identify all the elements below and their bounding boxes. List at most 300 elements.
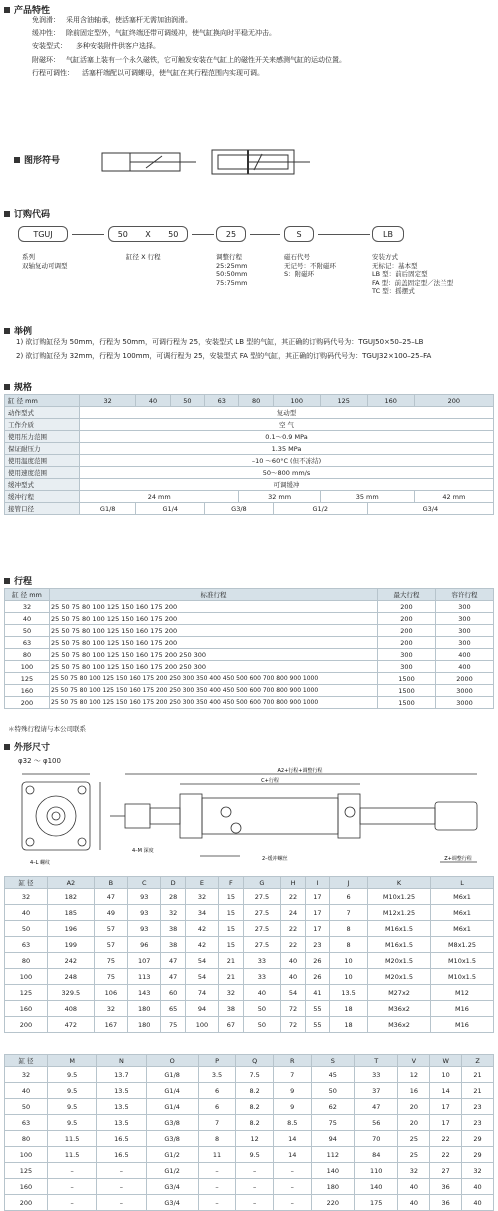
- table-row: [5, 1083, 494, 1099]
- table-cell: 9.5: [236, 1147, 274, 1163]
- table-cell: 54: [281, 985, 305, 1001]
- table-cell: 40: [398, 1179, 430, 1195]
- table-cell: 10: [330, 969, 368, 985]
- feature-row: 免润滑： 采用含油轴承，使活塞杆无需加油润滑。: [32, 16, 192, 24]
- table-cell: 41: [305, 985, 329, 1001]
- table-cell: 15: [219, 937, 243, 953]
- table-cell: 200: [5, 1195, 48, 1211]
- table-cell: 47: [94, 889, 127, 905]
- table-cell: 80: [5, 953, 48, 969]
- table-row: 使用温度范围 –10 ～60°C (但不冻结): [5, 455, 494, 467]
- table-cell: –: [48, 1163, 97, 1179]
- table-cell: M20x1.5: [368, 953, 431, 969]
- svg-text:4–L 螺纹: 4–L 螺纹: [30, 860, 51, 866]
- table-cell: 27.5: [243, 889, 281, 905]
- table-cell: 70: [355, 1131, 398, 1147]
- table-cell: 50: [5, 921, 48, 937]
- table-row: 缸 径 M N O P Q R S T V W Z: [5, 1055, 494, 1067]
- table-row: 缸 径 mm 32 40 50 63 80 100 125 160 200: [5, 395, 494, 407]
- table-cell: 47: [161, 969, 185, 985]
- table-cell: 40: [281, 969, 305, 985]
- table-cell: 8: [330, 921, 368, 937]
- table-cell: 47: [161, 953, 185, 969]
- table-cell: G1/4: [146, 1083, 198, 1099]
- table-cell: 40: [5, 905, 48, 921]
- table-cell: 7: [273, 1067, 311, 1083]
- spec-title: 规格: [4, 380, 32, 393]
- table-cell: 60: [161, 985, 185, 1001]
- table-cell: 40: [243, 985, 281, 1001]
- table-cell: 38: [161, 921, 185, 937]
- table-row: [5, 953, 494, 969]
- table-row: 缓冲行程 24 mm 32 mm 35 mm 42 mm: [5, 491, 494, 503]
- bullet-icon: [4, 744, 10, 750]
- table-cell: 242: [48, 953, 95, 969]
- stroke-note: ＊特殊行程请与本公司联系: [8, 725, 86, 733]
- stroke-title: 行程: [4, 574, 32, 587]
- magnet-note: 磁石代号 无记号：不附磁环 S：附磁环: [284, 253, 336, 278]
- table-cell: –: [198, 1179, 236, 1195]
- pneumatic-symbol-icon: [100, 146, 350, 180]
- table-cell: –: [273, 1163, 311, 1179]
- table-cell: 16: [398, 1083, 430, 1099]
- feature-row: 安装型式： 多种安装附件供客户选择。: [32, 42, 160, 51]
- table-cell: 9.5: [48, 1115, 97, 1131]
- table-cell: 32: [462, 1163, 494, 1179]
- table-cell: 11.5: [48, 1147, 97, 1163]
- table-row: [5, 921, 494, 937]
- table-cell: 17: [305, 921, 329, 937]
- table-cell: 22: [281, 937, 305, 953]
- table-cell: 9: [273, 1083, 311, 1099]
- feature-row: 缓冲性： 除前固定型外，气缸终端还带可调缓冲，使气缸换向时平稳无冲击。: [32, 29, 276, 38]
- table-cell: –: [48, 1179, 97, 1195]
- table-cell: 472: [48, 1017, 95, 1033]
- bullet-icon: [4, 211, 10, 217]
- table-cell: 220: [311, 1195, 354, 1211]
- svg-text:A2+行程+调整行程: A2+行程+调整行程: [277, 768, 323, 774]
- table-row: 32 25 50 75 80 100 125 150 160 175 200 200 300: [5, 601, 494, 613]
- table-row: [5, 1163, 494, 1179]
- table-cell: G1/2: [146, 1147, 198, 1163]
- table-cell: 40: [281, 953, 305, 969]
- table-cell: M16x1.5: [368, 921, 431, 937]
- table-cell: –: [273, 1179, 311, 1195]
- feature-row: 行程可调性： 活塞杆端配以可调螺母，使气缸在其行程范围内实现可调。: [32, 68, 264, 77]
- table-cell: 12: [236, 1131, 274, 1147]
- svg-text:2–缓冲螺丝: 2–缓冲螺丝: [262, 856, 288, 862]
- svg-text:4–M 深度: 4–M 深度: [132, 848, 154, 854]
- table-cell: 93: [128, 921, 161, 937]
- table-row: 接管口径 G1/8 G1/4 G3/8 G1/2 G3/4: [5, 503, 494, 515]
- table-cell: 34: [185, 905, 218, 921]
- table-cell: 125: [5, 985, 48, 1001]
- table-cell: 13.5: [97, 1099, 146, 1115]
- table-row: [5, 1131, 494, 1147]
- table-cell: 84: [355, 1147, 398, 1163]
- table-cell: 18: [330, 1001, 368, 1017]
- spec-table: [4, 394, 494, 515]
- table-cell: 15: [219, 921, 243, 937]
- table-cell: 42: [185, 937, 218, 953]
- table-cell: 75: [94, 953, 127, 969]
- table-cell: 32: [219, 985, 243, 1001]
- table-row: 200 25 50 75 80 100 125 150 160 175 200 250 300 350 400 450 500 600 700 800 900 1000 1500 3000: [5, 697, 494, 709]
- code-series-box: TGUJ: [18, 226, 68, 242]
- table-row: 动作型式 复动型: [5, 407, 494, 419]
- table-cell: 160: [5, 1179, 48, 1195]
- table-cell: –: [273, 1195, 311, 1211]
- table-cell: 38: [219, 1001, 243, 1017]
- table-cell: 50: [311, 1083, 354, 1099]
- table-cell: 93: [128, 905, 161, 921]
- table-cell: 107: [128, 953, 161, 969]
- table-row: [5, 1099, 494, 1115]
- table-cell: 100: [5, 1147, 48, 1163]
- bullet-icon: [14, 157, 20, 163]
- table-cell: 100: [185, 1017, 218, 1033]
- table-cell: –: [236, 1195, 274, 1211]
- table-cell: M12x1.25: [368, 905, 431, 921]
- table-cell: 94: [311, 1131, 354, 1147]
- table-cell: 14: [273, 1131, 311, 1147]
- table-cell: 11: [198, 1147, 236, 1163]
- separator: [318, 234, 370, 235]
- table-cell: 7.5: [236, 1067, 274, 1083]
- table-cell: 50: [5, 1099, 48, 1115]
- table-cell: 27.5: [243, 905, 281, 921]
- table-cell: 15: [219, 905, 243, 921]
- table-cell: –: [236, 1163, 274, 1179]
- table-cell: 167: [94, 1017, 127, 1033]
- table-cell: 27.5: [243, 921, 281, 937]
- table-cell: 45: [311, 1067, 354, 1083]
- table-cell: 32: [5, 889, 48, 905]
- table-row: 使用速度范围 50～800 mm/s: [5, 467, 494, 479]
- table-row: [5, 1001, 494, 1017]
- table-cell: 112: [311, 1147, 354, 1163]
- table-cell: 408: [48, 1001, 95, 1017]
- table-cell: 13.5: [97, 1083, 146, 1099]
- code-magnet-box: S: [284, 226, 314, 242]
- table-row: [5, 1195, 494, 1211]
- table-cell: 40: [398, 1195, 430, 1211]
- table-cell: 32: [185, 889, 218, 905]
- table-cell: 57: [94, 921, 127, 937]
- table-cell: M16: [431, 1001, 494, 1017]
- table-cell: 20: [398, 1099, 430, 1115]
- table-cell: 9.5: [48, 1067, 97, 1083]
- table-cell: 8: [330, 937, 368, 953]
- table-cell: 110: [355, 1163, 398, 1179]
- table-cell: 23: [462, 1099, 494, 1115]
- table-row: 125 25 50 75 80 100 125 150 160 175 200 250 300 350 400 450 500 600 700 800 900 1000 1500 2000: [5, 673, 494, 685]
- table-cell: 29: [462, 1131, 494, 1147]
- table-cell: 125: [5, 1163, 48, 1179]
- table-cell: 17: [305, 905, 329, 921]
- example-line-2: 2) 欲订购缸径为 32mm，行程为 100mm，可调行程为 25，安装型式 FA 型的气缸，其正确的订购码代号为：TGUJ32×100–25–FA: [16, 352, 432, 360]
- table-row: 缸 径 mm 标准行程 最大行程 容许行程: [5, 589, 494, 601]
- table-cell: 55: [305, 1001, 329, 1017]
- table-cell: 94: [185, 1001, 218, 1017]
- table-row: [5, 1017, 494, 1033]
- features-list: [32, 14, 492, 80]
- table-cell: 106: [94, 985, 127, 1001]
- table-row: 缸 径 A2 B C D E F G H I J K L: [5, 877, 494, 889]
- table-row: [5, 985, 494, 1001]
- table-row: 缓冲型式 可调缓冲: [5, 479, 494, 491]
- table-cell: 8.2: [236, 1115, 274, 1131]
- table-cell: 54: [185, 953, 218, 969]
- bullet-icon: [4, 578, 10, 584]
- code-adjust-box: 25: [216, 226, 246, 242]
- table-cell: 20: [398, 1115, 430, 1131]
- table-cell: 17: [430, 1115, 462, 1131]
- table-cell: 14: [430, 1083, 462, 1099]
- table-cell: 16.5: [97, 1147, 146, 1163]
- table-cell: 72: [281, 1017, 305, 1033]
- table-row: [5, 937, 494, 953]
- table-cell: 72: [281, 1001, 305, 1017]
- table-cell: 22: [430, 1131, 462, 1147]
- table-cell: 38: [161, 937, 185, 953]
- table-cell: 17: [305, 889, 329, 905]
- separator: [250, 234, 280, 235]
- table-cell: G1/4: [146, 1099, 198, 1115]
- table-cell: 13.7: [97, 1067, 146, 1083]
- table-cell: 160: [5, 1001, 48, 1017]
- table-cell: 36: [430, 1195, 462, 1211]
- order-title: 订购代码: [4, 207, 50, 220]
- table-cell: 140: [355, 1179, 398, 1195]
- table-cell: 55: [305, 1017, 329, 1033]
- code-size-box: 50 X 50: [108, 226, 188, 242]
- table-cell: 36: [430, 1179, 462, 1195]
- table-cell: 40: [5, 1083, 48, 1099]
- table-cell: –: [48, 1195, 97, 1211]
- table-row: 使用压力范围 0.1～0.9 MPa: [5, 431, 494, 443]
- table-cell: 75: [94, 969, 127, 985]
- cylinder-drawing-icon: [0, 766, 498, 871]
- table-row: [5, 905, 494, 921]
- table-row: 63 25 50 75 80 100 125 150 160 175 200 200 300: [5, 637, 494, 649]
- table-cell: 33: [243, 969, 281, 985]
- svg-text:C+行程: C+行程: [261, 778, 279, 784]
- table-cell: 75: [161, 1017, 185, 1033]
- table-cell: –: [97, 1195, 146, 1211]
- table-cell: 26: [305, 969, 329, 985]
- table-cell: 93: [128, 889, 161, 905]
- table-cell: 9: [273, 1099, 311, 1115]
- table-cell: 65: [161, 1001, 185, 1017]
- table-cell: 6: [330, 889, 368, 905]
- table-cell: 32: [161, 905, 185, 921]
- table-row: 50 25 50 75 80 100 125 150 160 175 200 200 300: [5, 625, 494, 637]
- table-cell: 248: [48, 969, 95, 985]
- table-cell: 16.5: [97, 1131, 146, 1147]
- dims-table-1: [4, 876, 494, 1033]
- table-cell: M27x2: [368, 985, 431, 1001]
- table-cell: 50: [243, 1001, 281, 1017]
- feature-row: 附磁环： 气缸活塞上装有一个永久磁铁，它可触发安装在气缸上的磁性开关来感测气缸的运动位置。: [32, 55, 346, 64]
- table-cell: 10: [430, 1067, 462, 1083]
- table-cell: M36x2: [368, 1017, 431, 1033]
- table-cell: 9.5: [48, 1099, 97, 1115]
- svg-text:Z+调整行程: Z+调整行程: [444, 856, 472, 862]
- table-cell: 182: [48, 889, 95, 905]
- table-row: [5, 1147, 494, 1163]
- table-cell: M10x1.25: [368, 889, 431, 905]
- table-cell: 6: [198, 1083, 236, 1099]
- table-cell: –: [236, 1179, 274, 1195]
- table-row: 80 25 50 75 80 100 125 150 160 175 200 250 300 300 400: [5, 649, 494, 661]
- features-title: 产品特性: [4, 3, 50, 16]
- table-cell: M12: [431, 985, 494, 1001]
- table-cell: 32: [5, 1067, 48, 1083]
- table-cell: 113: [128, 969, 161, 985]
- table-cell: 29: [462, 1147, 494, 1163]
- table-cell: 62: [311, 1099, 354, 1115]
- table-cell: 23: [305, 937, 329, 953]
- dims-table-2: [4, 1054, 494, 1211]
- table-cell: 18: [330, 1017, 368, 1033]
- separator: [192, 234, 214, 235]
- table-cell: 40: [462, 1195, 494, 1211]
- bullet-icon: [4, 384, 10, 390]
- table-cell: 74: [185, 985, 218, 1001]
- table-cell: 329.5: [48, 985, 95, 1001]
- table-row: [5, 889, 494, 905]
- table-cell: 9.5: [48, 1083, 97, 1099]
- table-cell: 22: [281, 889, 305, 905]
- mount-note: 安装方式 无标记：基本型 LB 型：前后固定型 FA 型：前盖固定型／法兰型 TC 型：摇摆式: [372, 253, 454, 295]
- table-cell: 13.5: [330, 985, 368, 1001]
- table-cell: 80: [5, 1131, 48, 1147]
- table-cell: 54: [185, 969, 218, 985]
- table-cell: 32: [398, 1163, 430, 1179]
- table-cell: 49: [94, 905, 127, 921]
- table-cell: 185: [48, 905, 95, 921]
- series-note: 系列 双轴复动可调型: [22, 253, 68, 270]
- table-cell: 42: [185, 921, 218, 937]
- table-cell: G3/4: [146, 1179, 198, 1195]
- table-cell: 33: [243, 953, 281, 969]
- table-cell: 96: [128, 937, 161, 953]
- table-cell: G3/4: [146, 1195, 198, 1211]
- table-cell: M10x1.5: [431, 969, 494, 985]
- table-cell: 13.5: [97, 1115, 146, 1131]
- table-cell: 8: [198, 1131, 236, 1147]
- table-cell: 180: [128, 1017, 161, 1033]
- table-cell: 8.5: [273, 1115, 311, 1131]
- table-cell: 23: [462, 1115, 494, 1131]
- bullet-icon: [4, 7, 10, 13]
- table-cell: 28: [161, 889, 185, 905]
- table-cell: 180: [311, 1179, 354, 1195]
- table-cell: 22: [281, 921, 305, 937]
- table-row: [5, 1179, 494, 1195]
- table-row: 40 25 50 75 80 100 125 150 160 175 200 200 300: [5, 613, 494, 625]
- table-row: 保证耐压力 1.35 MPa: [5, 443, 494, 455]
- table-cell: 50: [243, 1017, 281, 1033]
- table-cell: 33: [355, 1067, 398, 1083]
- bullet-icon: [4, 328, 10, 334]
- table-cell: 75: [311, 1115, 354, 1131]
- table-cell: M6x1: [431, 921, 494, 937]
- table-cell: 7: [330, 905, 368, 921]
- table-cell: M36x2: [368, 1001, 431, 1017]
- table-cell: M8x1.25: [431, 937, 494, 953]
- table-cell: M6x1: [431, 905, 494, 921]
- table-cell: 63: [5, 1115, 48, 1131]
- adjust-note: 调整行程 25:25mm 50:50mm 75:75mm: [216, 253, 248, 287]
- stroke-table: [4, 588, 494, 709]
- table-cell: G1/8: [146, 1067, 198, 1083]
- table-cell: 11.5: [48, 1131, 97, 1147]
- table-cell: 32: [94, 1001, 127, 1017]
- table-cell: 17: [430, 1099, 462, 1115]
- code-mount-box: LB: [372, 226, 404, 242]
- table-cell: G3/8: [146, 1115, 198, 1131]
- table-cell: 140: [311, 1163, 354, 1179]
- table-cell: 15: [219, 889, 243, 905]
- table-cell: 8.2: [236, 1099, 274, 1115]
- table-cell: M20x1.5: [368, 969, 431, 985]
- dims-subtitle: φ32 ～ φ100: [18, 757, 61, 765]
- table-cell: 10: [330, 953, 368, 969]
- table-cell: 196: [48, 921, 95, 937]
- table-cell: 37: [355, 1083, 398, 1099]
- table-cell: 27.5: [243, 937, 281, 953]
- table-cell: 199: [48, 937, 95, 953]
- table-cell: 56: [355, 1115, 398, 1131]
- table-cell: 22: [430, 1147, 462, 1163]
- table-cell: M16: [431, 1017, 494, 1033]
- table-cell: 7: [198, 1115, 236, 1131]
- table-cell: 14: [273, 1147, 311, 1163]
- table-cell: 200: [5, 1017, 48, 1033]
- table-cell: 67: [219, 1017, 243, 1033]
- table-row: [5, 1115, 494, 1131]
- table-row: 工作介质 空 气: [5, 419, 494, 431]
- table-cell: 24: [281, 905, 305, 921]
- table-cell: 100: [5, 969, 48, 985]
- table-cell: M10x1.5: [431, 953, 494, 969]
- table-row: [5, 1067, 494, 1083]
- table-cell: M16x1.5: [368, 937, 431, 953]
- table-cell: 21: [462, 1083, 494, 1099]
- table-cell: M6x1: [431, 889, 494, 905]
- table-cell: 3.5: [198, 1067, 236, 1083]
- table-cell: 12: [398, 1067, 430, 1083]
- table-cell: 26: [305, 953, 329, 969]
- table-cell: –: [198, 1163, 236, 1179]
- table-cell: 21: [219, 953, 243, 969]
- table-cell: –: [97, 1179, 146, 1195]
- table-cell: 63: [5, 937, 48, 953]
- table-cell: 40: [462, 1179, 494, 1195]
- separator: [72, 234, 104, 235]
- table-cell: 21: [219, 969, 243, 985]
- table-cell: 27: [430, 1163, 462, 1179]
- table-cell: 143: [128, 985, 161, 1001]
- table-cell: 180: [128, 1001, 161, 1017]
- table-cell: –: [198, 1195, 236, 1211]
- table-cell: 175: [355, 1195, 398, 1211]
- table-cell: 47: [355, 1099, 398, 1115]
- table-cell: G3/8: [146, 1131, 198, 1147]
- table-cell: 25: [398, 1147, 430, 1163]
